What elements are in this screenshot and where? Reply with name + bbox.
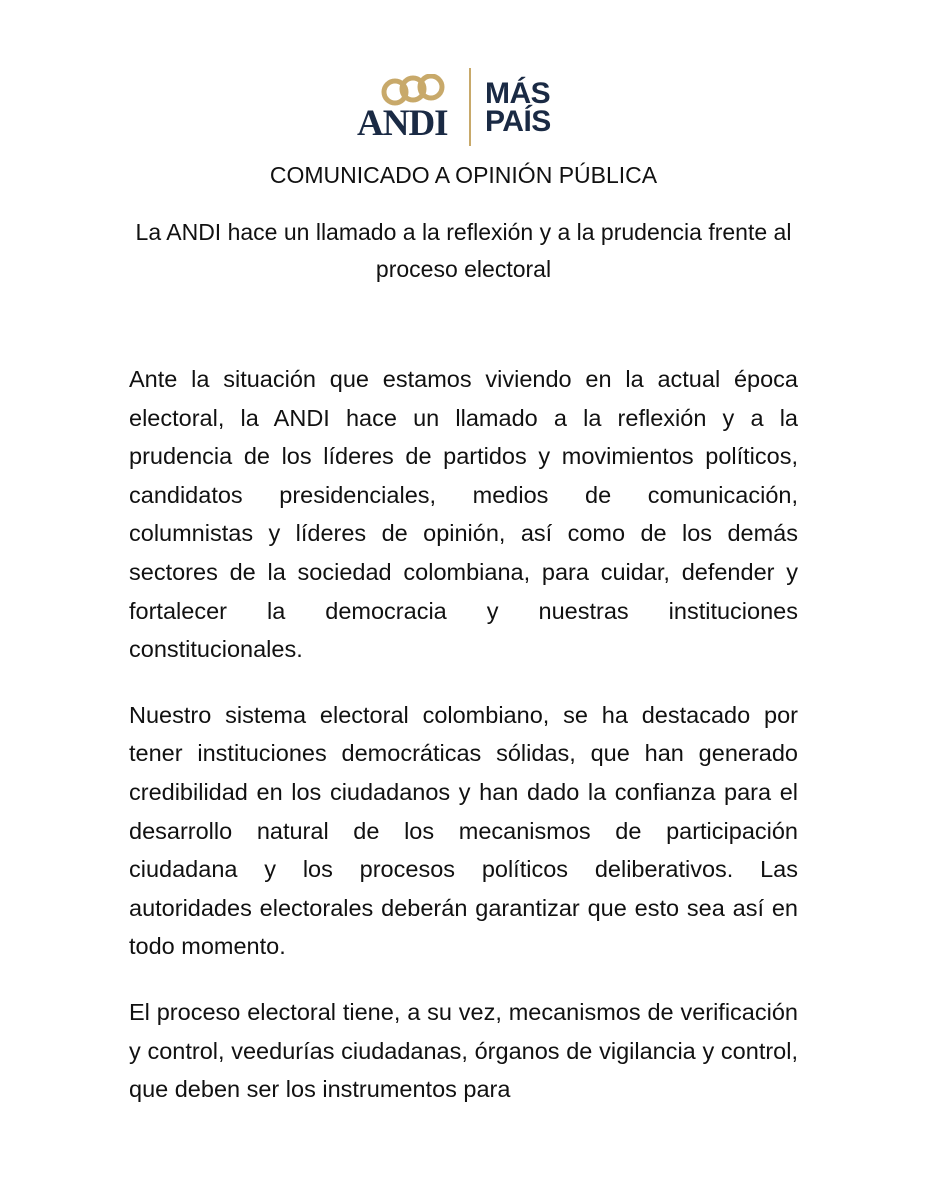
mas-pais-line2: PAÍS bbox=[485, 105, 551, 138]
andi-wordmark: ANDI bbox=[357, 103, 448, 144]
body-paragraph: Ante la situación que estamos viviendo en la actual época electoral, la ANDI hace un llamado a la reflexión y a la prudencia de los líderes de partidos y movimientos políticos, candidatos presidenciales, medios de comunicación, columnistas y líderes de opinión, así como de los demás sectores de la sociedad colombiana, para cuidar, defender y fortalecer la democracia y nuestras instituciones constitucionales. bbox=[129, 366, 798, 663]
document-subtitle: La ANDI hace un llamado a la reflexión y a la prudencia frente al proceso electoral bbox=[135, 219, 792, 282]
logo-header bbox=[355, 68, 575, 148]
mas-pais-wordmark bbox=[485, 77, 551, 138]
logo-divider bbox=[469, 68, 471, 146]
mas-pais-line1: MÁS bbox=[485, 77, 551, 110]
document-body bbox=[129, 360, 798, 1136]
body-paragraph: El proceso electoral tiene, a su vez, mecanismos de verificación y control, veedurías ciudadanas, órganos de vigilancia y control, que deben ser los instrumentos para bbox=[129, 998, 798, 1103]
body-paragraph: Nuestro sistema electoral colombiano, se ha destacado por tener instituciones democráticas sólidas, que han generado credibilidad en los ciudadanos y han dado la confianza para el desarrollo natural de los mecanismos de participación ciudadana y los procesos políticos deliberativos. Las autoridades electorales deberán garantizar que esto sea así en todo momento. bbox=[129, 701, 798, 960]
andi-logo bbox=[355, 74, 460, 144]
document-heading: COMUNICADO A OPINIÓN PÚBLICA bbox=[269, 162, 658, 188]
